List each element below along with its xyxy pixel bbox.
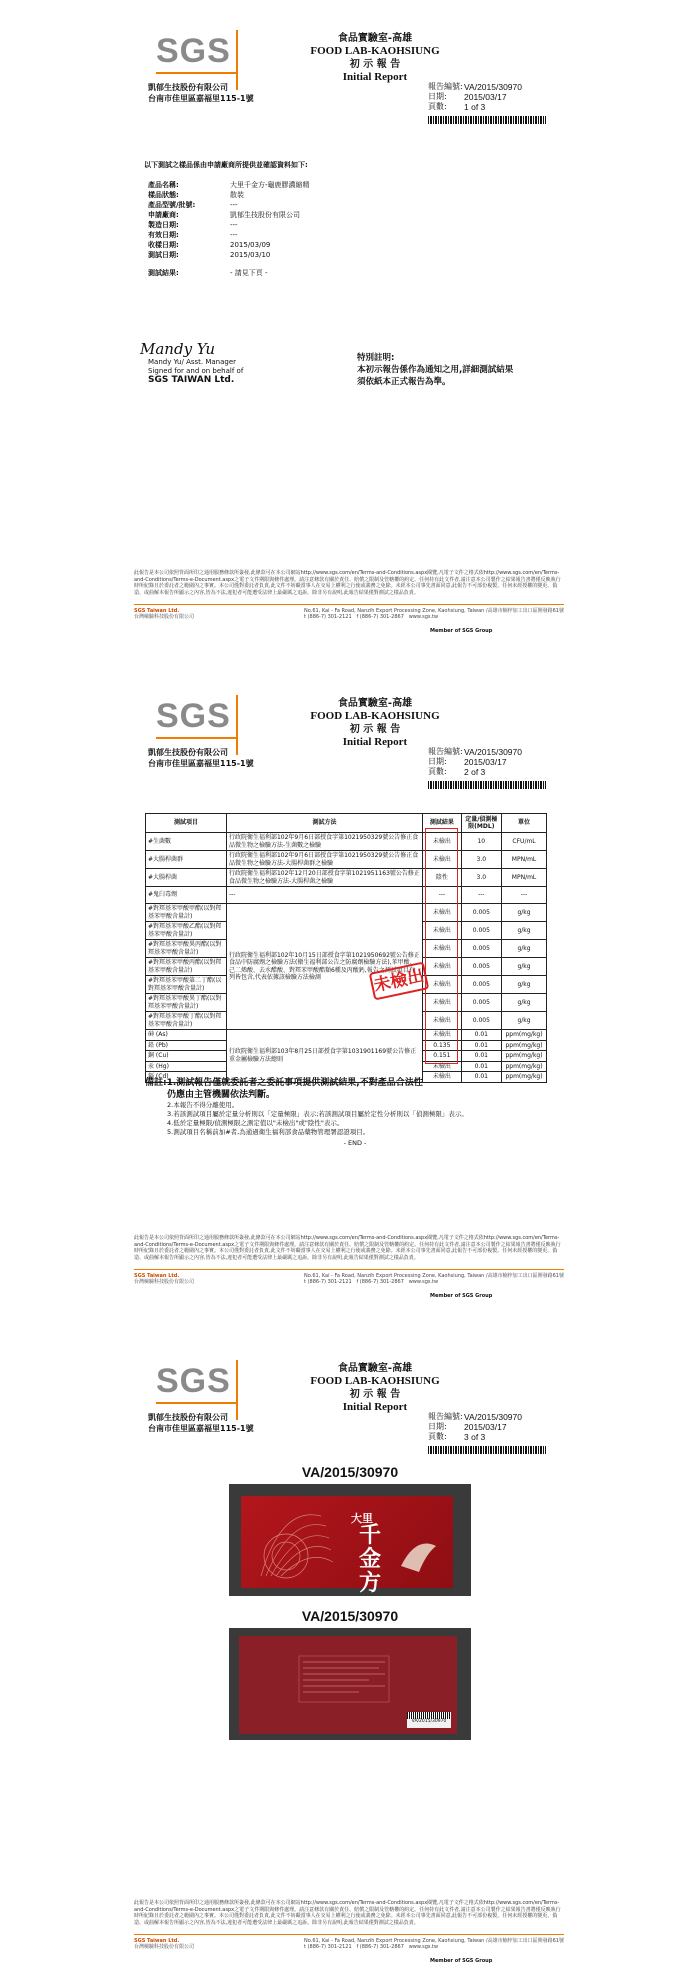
cell-mdl: --- bbox=[461, 887, 502, 904]
logo-accent-line-vertical bbox=[236, 695, 238, 755]
report-date: 2015/03/17 bbox=[464, 757, 507, 767]
note-big-2: 仍應由主管機關依法判斷。 bbox=[167, 1090, 276, 1100]
report-no: VA/2015/30970 bbox=[464, 82, 522, 92]
footer-fax: f (886-7) 301-2867 bbox=[356, 1944, 404, 1950]
cell-result: 未檢出 bbox=[423, 922, 461, 940]
footer-contact bbox=[134, 1938, 564, 1950]
cell-method: 行政院衛生福利部102年9月6日部授食字第1021950329號公告修正食品微生物之檢驗方法-大腸桿菌群之檢驗 bbox=[226, 851, 422, 869]
logo-accent-line-vertical bbox=[236, 1360, 238, 1420]
col-header-mdl: 定量/偵測極限(MDL) bbox=[461, 814, 502, 833]
special-remark bbox=[357, 352, 513, 388]
report-page-label: 頁數: bbox=[428, 1432, 447, 1441]
result-label: 測試結果: bbox=[148, 269, 179, 277]
lab-title-zh: 食品實驗室-高雄 bbox=[337, 1363, 413, 1374]
cell-unit: ppm(mg/kg) bbox=[502, 1072, 547, 1083]
cell-result: 0.151 bbox=[423, 1051, 461, 1062]
result-highlight-box bbox=[425, 828, 458, 1064]
lab-title-zh: 食品實驗室-高雄 bbox=[337, 33, 413, 44]
sample-field-label: 產品名稱: bbox=[148, 181, 179, 189]
report-meta bbox=[428, 1412, 522, 1442]
sample-field-value: 2015/03/09 bbox=[230, 241, 271, 249]
cell-mdl: 0.01 bbox=[461, 1030, 502, 1041]
cell-mdl: 0.005 bbox=[461, 994, 502, 1012]
cell-result: 0.135 bbox=[423, 1040, 461, 1051]
lab-title-zh: 食品實驗室-高雄 bbox=[337, 698, 413, 709]
signer-name: Mandy Yu/ Asst. Manager bbox=[148, 358, 237, 366]
cell-unit: --- bbox=[502, 887, 547, 904]
sample-field-label: 樣品狀態: bbox=[148, 191, 179, 199]
cell-mdl: 3.0 bbox=[461, 869, 502, 887]
footer-brand: SGS Taiwan Ltd. bbox=[134, 608, 180, 614]
cell-unit: g/kg bbox=[502, 922, 547, 940]
result-value: - 請見下頁 - bbox=[230, 269, 268, 277]
report-no: VA/2015/30970 bbox=[464, 1412, 522, 1422]
barcode bbox=[428, 116, 546, 124]
cell-result: 陰性 bbox=[423, 869, 461, 887]
col-header-unit: 單位 bbox=[502, 814, 547, 833]
sample-sticker bbox=[407, 1712, 451, 1728]
report-date-label: 日期: bbox=[428, 92, 447, 101]
remark-line-2: 須依紙本正式報告為準。 bbox=[357, 377, 451, 387]
cell-result: 未檢出 bbox=[423, 833, 461, 851]
footer-divider bbox=[134, 604, 564, 605]
footer-address: No.61, Kai - Fa Road, Nanzih Export Processing Zone, Kaohsiung, Taiwan /高雄市楠梓加工出口區開發路61號 bbox=[304, 1938, 564, 1944]
cell-unit: ppm(mg/kg) bbox=[502, 1051, 547, 1062]
client-address: 台南市佳里區嘉福里115-1號 bbox=[148, 1424, 254, 1433]
report-page-label: 頁數: bbox=[428, 767, 447, 776]
footer-fax: f (886-7) 301-2867 bbox=[356, 1279, 404, 1285]
cell-item: #對羥基苯甲酸丁酯(以對羥基苯甲酸含量計) bbox=[146, 1012, 227, 1030]
photo-label-2: VA/2015/30970 bbox=[301, 1608, 399, 1624]
cell-method: 行政院衛生福利部103年8月25日部授食字第1031901169號公告修正重金屬檢驗方法總則 bbox=[226, 1030, 422, 1083]
footer-contact bbox=[134, 1273, 564, 1285]
cell-result: 未檢出 bbox=[423, 851, 461, 869]
footer-member: Member of SGS Group bbox=[430, 628, 493, 634]
remark-line-1: 本初示報告係作為通知之用,詳細測試結果 bbox=[357, 365, 514, 375]
logo-accent-line bbox=[156, 1402, 236, 1404]
cell-unit: g/kg bbox=[502, 940, 547, 958]
sample-field-value: --- bbox=[230, 201, 238, 209]
cell-unit: ppm(mg/kg) bbox=[502, 1061, 547, 1072]
note-line: 5.測試項目名稱前加#者,為通過衛生福利部食品藥物管理署認證項目。 bbox=[167, 1128, 370, 1136]
cell-item: 銅 (Cu) bbox=[146, 1051, 227, 1062]
signer-company: SGS TAIWAN Ltd. bbox=[148, 375, 235, 385]
cell-item: 鉛 (Pb) bbox=[146, 1040, 227, 1051]
client-block bbox=[148, 1412, 254, 1434]
signature-block bbox=[140, 340, 244, 385]
note-line: 4.低於定量極限/偵測極限之測定值以"未檢出"或"陰性"表示。 bbox=[167, 1119, 344, 1127]
cell-unit: g/kg bbox=[502, 958, 547, 976]
report-page-no: 3 of 3 bbox=[464, 1432, 486, 1442]
report-subtitle-en: Initial Report bbox=[342, 1401, 408, 1413]
sticker-text: VA/2015/30970 bbox=[411, 1719, 447, 1724]
cell-item: #對羥基苯甲酸異丙酯(以對羥基苯甲酸含量計) bbox=[146, 940, 227, 958]
legal-footer: 此報告是本公司依照背面所印之通用服務條款所簽發,此條款可在本公司網站http://www.sgs.com/en/Terms-and-Conditions.aspx閱覽,凡電子文件之格式依http://www.sgs.com/en/Terms-and-Conditions/Terms-e-Document.aspx之電子文件期限與條件處理。請注意條款有關於責任、賠償之限制及管轄權的約定。任何持有此文件者,請注意本公司製作之結果報告書將僅反映執行時所紀錄且於委託者之範圍內之事實。本公司僅對委託者負責,此文件不妨礙當事人在交易上權利之行使或義務之免除。未經本公司事先書面同意,此報告不可部份複製。任何未經授權的變更、偽造、或曲解本報告所顯示之內容,皆為不法,違犯者可能遭受法律上最嚴厲之追訴。除非另有說明,此報告結果僅對測試之樣品負責。 bbox=[134, 1900, 561, 1926]
box-title-small: 大里 bbox=[351, 1512, 373, 1525]
cell-mdl: 0.005 bbox=[461, 904, 502, 922]
col-header-method: 測試方法 bbox=[226, 814, 422, 833]
client-name: 凱郁生技股份有限公司 bbox=[148, 83, 228, 92]
sgs-logo-text: SGS bbox=[156, 32, 231, 70]
cell-item: 鎘 (Cd) bbox=[146, 1072, 227, 1083]
report-no-label: 報告編號: bbox=[428, 82, 463, 91]
report-date: 2015/03/17 bbox=[464, 92, 507, 102]
report-page-2 bbox=[0, 665, 700, 1305]
sample-field-value: 2015/03/10 bbox=[230, 251, 271, 259]
legal-footer: 此報告是本公司依照背面所印之通用服務條款所簽發,此條款可在本公司網站http://www.sgs.com/en/Terms-and-Conditions.aspx閱覽,凡電子文件之格式依http://www.sgs.com/en/Terms-and-Conditions/Terms-e-Document.aspx之電子文件期限與條件處理。請注意條款有關於責任、賠償之限制及管轄權的約定。任何持有此文件者,請注意本公司製作之結果報告書將僅反映執行時所紀錄且於委託者之範圍內之事實。本公司僅對委託者負責,此文件不妨礙當事人在交易上權利之行使或義務之免除。未經本公司事先書面同意,此報告不可部份複製。任何未經授權的變更、偽造、或曲解本報告所顯示之內容,皆為不法,違犯者可能遭受法律上最嚴厲之追訴。除非另有說明,此報告結果僅對測試之樣品負責。 bbox=[134, 570, 561, 596]
table-row bbox=[146, 851, 547, 869]
sample-field-value: 大里千金方-龜鹿膠濃縮精 bbox=[230, 181, 310, 189]
sample-field-row bbox=[148, 240, 310, 250]
lab-title-en: FOOD LAB-KAOHSIUNG bbox=[310, 710, 440, 722]
cell-mdl: 0.005 bbox=[461, 1012, 502, 1030]
report-page-no: 2 of 3 bbox=[464, 767, 486, 777]
cell-item: #對羥基苯甲酸丙酯(以對羥基苯甲酸含量計) bbox=[146, 958, 227, 976]
report-subtitle-zh: 初 示 報 告 bbox=[349, 59, 401, 70]
cell-item: #對羥基苯甲酸甲酯(以對羥基苯甲酸含量計) bbox=[146, 904, 227, 922]
results-table bbox=[145, 813, 547, 1083]
report-date-label: 日期: bbox=[428, 1422, 447, 1431]
logo-accent-line bbox=[156, 737, 236, 739]
note-line: 2.本報告不得分離使用。 bbox=[167, 1101, 239, 1109]
sample-field-value: --- bbox=[230, 221, 238, 229]
footer-tel: t (886-7) 301-2121 bbox=[304, 1944, 352, 1950]
cell-mdl: 0.005 bbox=[461, 940, 502, 958]
cell-item: #生菌數 bbox=[146, 833, 227, 851]
lab-title bbox=[260, 1362, 490, 1414]
signed-on-behalf: Signed for and on behalf of bbox=[148, 367, 244, 375]
cell-mdl: 0.01 bbox=[461, 1051, 502, 1062]
sample-field-label: 申請廠商: bbox=[148, 211, 179, 219]
sgs-logo-text: SGS bbox=[156, 697, 231, 735]
report-meta bbox=[428, 82, 522, 112]
lab-title-en: FOOD LAB-KAOHSIUNG bbox=[310, 1375, 440, 1387]
cell-item: 汞 (Hg) bbox=[146, 1061, 227, 1072]
report-subtitle-en: Initial Report bbox=[342, 71, 408, 83]
client-address: 台南市佳里區嘉福里115-1號 bbox=[148, 94, 254, 103]
product-box-photo bbox=[229, 1484, 471, 1596]
lab-title bbox=[260, 32, 490, 84]
cell-result: 未檢出 bbox=[423, 994, 461, 1012]
cell-mdl: 0.01 bbox=[461, 1072, 502, 1083]
col-header-result: 測試結果 bbox=[423, 814, 461, 833]
report-page-1 bbox=[0, 0, 700, 640]
barcode bbox=[428, 781, 546, 789]
report-no: VA/2015/30970 bbox=[464, 747, 522, 757]
cell-result: 未檢出 bbox=[423, 1072, 461, 1083]
product-back-label bbox=[239, 1636, 457, 1734]
sgs-logo-text: SGS bbox=[156, 1362, 231, 1400]
cell-item: #對羥基苯甲酸異丁酯(以對羥基苯甲酸含量計) bbox=[146, 994, 227, 1012]
cell-method: 行政院衛生福利部102年12月20日部授食字第1021951163號公告修正食品微生物之檢驗方法-大腸桿菌之檢驗 bbox=[226, 869, 422, 887]
footer-member: Member of SGS Group bbox=[430, 1958, 493, 1964]
table-row bbox=[146, 833, 547, 851]
sample-field-row bbox=[148, 200, 310, 210]
sample-field-label: 測試日期: bbox=[148, 251, 179, 259]
client-name: 凱郁生技股份有限公司 bbox=[148, 748, 228, 757]
sample-field-label: 有效日期: bbox=[148, 231, 179, 239]
box-title-large: 千金方 bbox=[359, 1523, 382, 1596]
handwritten-signature: Mandy Yu bbox=[140, 340, 216, 358]
lab-title-en: FOOD LAB-KAOHSIUNG bbox=[310, 45, 440, 57]
cell-result: 未檢出 bbox=[423, 1030, 461, 1041]
sample-intro: 以下測試之樣品係由申請廠商所提供並確認資料如下: bbox=[144, 161, 308, 169]
footer-brand-zh: 台灣檢驗科技股份有限公司 bbox=[134, 1279, 195, 1285]
cell-item: #大腸桿菌 bbox=[146, 869, 227, 887]
footer-divider bbox=[134, 1934, 564, 1935]
sample-field-row bbox=[148, 190, 310, 200]
note-line: 3.若該測試項目屬於定量分析則以「定量極限」表示;若該測試項目屬於定性分析則以「偵測極限」表示。 bbox=[167, 1110, 468, 1118]
cell-result: 未檢出 bbox=[423, 940, 461, 958]
sgs-logo bbox=[156, 1360, 234, 1402]
cell-method: 行政院衛生福利部102年9月6日部授食字第1021950329號公告修正食品微生物之檢驗方法-生菌數之檢驗 bbox=[226, 833, 422, 851]
logo-accent-line bbox=[156, 72, 236, 74]
footer-contact bbox=[134, 608, 564, 620]
product-back-photo bbox=[229, 1628, 471, 1740]
remark-title: 特別註明: bbox=[357, 353, 395, 363]
footer-web: www.sgs.tw bbox=[408, 614, 439, 620]
sample-field-row bbox=[148, 210, 310, 220]
footer-address: No.61, Kai - Fa Road, Nanzih Export Processing Zone, Kaohsiung, Taiwan /高雄市楠梓加工出口區開發路61號 bbox=[304, 1273, 564, 1279]
cell-unit: ppm(mg/kg) bbox=[502, 1040, 547, 1051]
sticker-barcode bbox=[407, 1712, 451, 1719]
table-row bbox=[146, 904, 547, 922]
cell-unit: MPN/mL bbox=[502, 851, 547, 869]
client-name: 凱郁生技股份有限公司 bbox=[148, 1413, 228, 1422]
client-address: 台南市佳里區嘉福里115-1號 bbox=[148, 759, 254, 768]
report-date: 2015/03/17 bbox=[464, 1422, 507, 1432]
lab-title bbox=[260, 697, 490, 749]
cell-item: #大腸桿菌群 bbox=[146, 851, 227, 869]
footer-web: www.sgs.tw bbox=[408, 1279, 439, 1285]
footer-web: www.sgs.tw bbox=[408, 1944, 439, 1950]
cell-result: 未檢出 bbox=[423, 1012, 461, 1030]
barcode bbox=[428, 1446, 546, 1454]
footer-tel: t (886-7) 301-2121 bbox=[304, 1279, 352, 1285]
photo-label-1: VA/2015/30970 bbox=[301, 1464, 399, 1480]
cell-result: 未檢出 bbox=[423, 976, 461, 994]
cell-result: 未檢出 bbox=[423, 958, 461, 976]
sample-info bbox=[144, 160, 310, 278]
col-header-item: 測試項目 bbox=[146, 814, 227, 833]
cell-unit: g/kg bbox=[502, 976, 547, 994]
sgs-logo bbox=[156, 695, 234, 737]
cell-mdl: 10 bbox=[461, 833, 502, 851]
cell-item: #鬼臼毒劑 bbox=[146, 887, 227, 904]
sgs-logo bbox=[156, 30, 234, 72]
not-detected-stamp: 未檢出 bbox=[369, 961, 430, 1000]
report-subtitle-zh: 初 示 報 告 bbox=[349, 1389, 401, 1400]
cell-unit: MPN/mL bbox=[502, 869, 547, 887]
fan-pattern-icon bbox=[241, 1496, 453, 1588]
cell-unit: g/kg bbox=[502, 994, 547, 1012]
cell-unit: ppm(mg/kg) bbox=[502, 1030, 547, 1041]
cell-item: #對羥基苯甲酸第二丁酯(以對羥基苯甲酸含量計) bbox=[146, 976, 227, 994]
footer-divider bbox=[134, 1269, 564, 1270]
cell-item: 砷 (As) bbox=[146, 1030, 227, 1041]
footer-brand: SGS Taiwan Ltd. bbox=[134, 1273, 180, 1279]
sample-field-label: 收樣日期: bbox=[148, 241, 179, 249]
cell-method: 行政院衛生福利部102年10月15日部授食字第1021950692號公告修正食品中防腐劑之檢驗方法(衛生福利部公告之防腐劑檢驗方法),苯甲酸、己二烯酸、去水醋酸、對羥苯甲酸酯類6種及丙酸鈣,報告之測試項目有列皆包含,代表依據該檢驗方法檢測 bbox=[226, 904, 422, 1030]
report-page-no: 1 of 3 bbox=[464, 102, 486, 112]
sample-field-label: 製造日期: bbox=[148, 221, 179, 229]
notes-block bbox=[145, 1077, 565, 1148]
cell-result: --- bbox=[423, 887, 461, 904]
report-subtitle-zh: 初 示 報 告 bbox=[349, 724, 401, 735]
table-row bbox=[146, 1030, 547, 1041]
report-page-3 bbox=[0, 1330, 700, 1970]
logo-accent-line-vertical bbox=[236, 30, 238, 90]
footer-fax: f (886-7) 301-2867 bbox=[356, 614, 404, 620]
cell-mdl: 3.0 bbox=[461, 851, 502, 869]
cell-mdl: 0.01 bbox=[461, 1061, 502, 1072]
footer-tel: t (886-7) 301-2121 bbox=[304, 614, 352, 620]
sample-field-row bbox=[148, 220, 310, 230]
footer-brand-zh: 台灣檢驗科技股份有限公司 bbox=[134, 1944, 195, 1950]
footer-brand: SGS Taiwan Ltd. bbox=[134, 1938, 180, 1944]
report-date-label: 日期: bbox=[428, 757, 447, 766]
client-block bbox=[148, 82, 254, 104]
cell-mdl: 0.005 bbox=[461, 976, 502, 994]
report-meta bbox=[428, 747, 522, 777]
table-row bbox=[146, 869, 547, 887]
cell-item: #對羥基苯甲酸乙酯(以對羥基苯甲酸含量計) bbox=[146, 922, 227, 940]
sample-field-value: 散裝 bbox=[230, 191, 244, 199]
note-big-1: 備註:1.測試報告僅就委託者之委託事項提供測試結果,不對產品合法性 bbox=[145, 1078, 423, 1088]
cell-unit: g/kg bbox=[502, 904, 547, 922]
sample-field-row bbox=[148, 250, 310, 260]
sample-field-value: --- bbox=[230, 231, 238, 239]
legal-footer: 此報告是本公司依照背面所印之通用服務條款所簽發,此條款可在本公司網站http://www.sgs.com/en/Terms-and-Conditions.aspx閱覽,凡電子文件之格式依http://www.sgs.com/en/Terms-and-Conditions/Terms-e-Document.aspx之電子文件期限與條件處理。請注意條款有關於責任、賠償之限制及管轄權的約定。任何持有此文件者,請注意本公司製作之結果報告書將僅反映執行時所紀錄且於委託者之範圍內之事實。本公司僅對委託者負責,此文件不妨礙當事人在交易上權利之行使或義務之免除。未經本公司事先書面同意,此報告不可部份複製。任何未經授權的變更、偽造、或曲解本報告所顯示之內容,皆為不法,違犯者可能遭受法律上最嚴厲之追訴。除非另有說明,此報告結果僅對測試之樣品負責。 bbox=[134, 1235, 561, 1261]
table-row bbox=[146, 887, 547, 904]
cell-mdl: 0.005 bbox=[461, 958, 502, 976]
footer-brand-zh: 台灣檢驗科技股份有限公司 bbox=[134, 614, 195, 620]
sample-field-label: 產品型號/批號: bbox=[148, 201, 196, 209]
sample-field-value: 凱郁生技股份有限公司 bbox=[230, 211, 300, 219]
report-subtitle-en: Initial Report bbox=[342, 736, 408, 748]
cell-method: --- bbox=[226, 887, 422, 904]
end-marker: - END - bbox=[343, 1139, 367, 1147]
cell-mdl: 0.005 bbox=[461, 922, 502, 940]
cell-mdl: 0.01 bbox=[461, 1040, 502, 1051]
footer-address: No.61, Kai - Fa Road, Nanzih Export Processing Zone, Kaohsiung, Taiwan /高雄市楠梓加工出口區開發路61號 bbox=[304, 608, 564, 614]
report-page-label: 頁數: bbox=[428, 102, 447, 111]
footer-member: Member of SGS Group bbox=[430, 1293, 493, 1299]
sample-field-row bbox=[148, 230, 310, 240]
sample-field-row bbox=[148, 180, 310, 190]
cell-result: 未檢出 bbox=[423, 904, 461, 922]
report-no-label: 報告編號: bbox=[428, 1412, 463, 1421]
report-no-label: 報告編號: bbox=[428, 747, 463, 756]
cell-unit: g/kg bbox=[502, 1012, 547, 1030]
product-box bbox=[241, 1496, 453, 1596]
client-block bbox=[148, 747, 254, 769]
cell-unit: CFU/mL bbox=[502, 833, 547, 851]
cell-result: 未檢出 bbox=[423, 1061, 461, 1072]
